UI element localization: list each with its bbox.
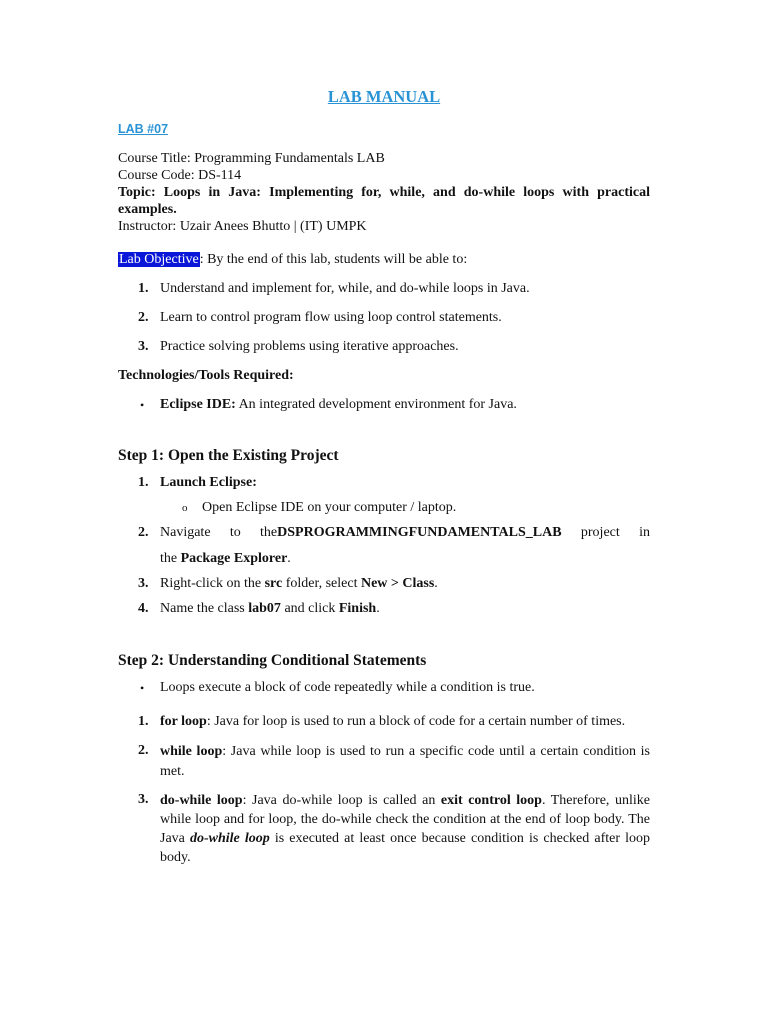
list-number: 1. (138, 714, 149, 729)
objective-item: Practice solving problems using iterative approaches. (160, 339, 459, 354)
finish-label: Finish (338, 601, 377, 616)
step1-item1: Launch Eclipse: (160, 475, 257, 490)
objective-item: Learn to control program flow using loop control statements. (160, 310, 502, 325)
list-number: 3. (138, 339, 149, 354)
tools-heading: Technologies/Tools Required: (118, 368, 294, 383)
step1-heading: Step 1: Open the Existing Project (118, 447, 339, 464)
objective-sep: : (199, 252, 204, 267)
package-explorer: Package Explorer (180, 551, 288, 566)
for-loop-item: for loop: Java for loop is used to run a block of code for a certain number of times. (160, 714, 626, 729)
tools-item (160, 396, 650, 413)
circle-marker: o (182, 502, 188, 514)
do-while-loop-item: do-while loop: Java do-while loop is called an exit control loop. Therefore, unlike while loop and for loop, the do-while check the condition at the end of loop body. The Java do-while loop is executed at least once because condition is checked after loop body. (160, 793, 650, 865)
do-while-loop-label: do-while loop (160, 793, 243, 808)
bullet-marker: • (140, 681, 145, 695)
nav-word: to (229, 525, 241, 540)
list-number: 2. (138, 310, 149, 325)
course-title: Course Title: Programming Fundamentals LAB (118, 151, 385, 166)
do-while-emphasis: do-while loop (189, 831, 270, 846)
src-folder: src (264, 576, 283, 591)
nav-word: Navigate (160, 525, 211, 540)
step1-item2-line2: the Package Explorer. (160, 551, 291, 566)
exit-control-loop: exit control loop (440, 793, 542, 808)
step2-bullet: Loops execute a block of code repeatedly while a condition is true. (160, 680, 535, 695)
class-name: lab07 (248, 601, 281, 616)
step1-item3: Right-click on the src folder, select New > Class. (160, 576, 438, 591)
course-topic (118, 184, 650, 218)
list-number: 2. (138, 743, 149, 758)
list-number: 1. (138, 281, 149, 296)
while-loop-item: while loop: Java while loop is used to run a specific code until a certain condition is met. (160, 744, 650, 779)
nav-word: project (580, 525, 620, 540)
while-loop-label: while loop (160, 744, 223, 759)
nav-word-project: theDSPROGRAMMINGFUNDAMENTALS_LAB (260, 525, 562, 540)
lab-objective (118, 251, 650, 268)
instructor: Instructor: Uzair Anees Bhutto | (IT) UMPK (118, 219, 367, 234)
list-number: 1. (138, 475, 149, 490)
list-number: 2. (138, 525, 149, 540)
step2-heading: Step 2: Understanding Conditional Statements (118, 652, 427, 669)
project-name: DSPROGRAMMINGFUNDAMENTALS_LAB (277, 525, 562, 540)
objective-label: Lab Objective (119, 252, 199, 267)
for-loop-label: for loop (160, 714, 207, 729)
new-class: New > Class (360, 576, 435, 591)
step1-item2-line1 (160, 524, 650, 541)
step1-item4: Name the class lab07 and click Finish. (160, 601, 380, 616)
list-number: 3. (138, 792, 149, 807)
topic-text: Loops in Java: Implementing for, while, and do-while loops with practical examples. (118, 185, 650, 217)
course-code: Course Code: DS-114 (118, 168, 242, 183)
objective-item: Understand and implement for, while, and do-while loops in Java. (160, 281, 530, 296)
page-title: LAB MANUAL (327, 87, 441, 106)
tools-item-bold: Eclipse IDE: (160, 397, 236, 412)
list-number: 4. (138, 601, 149, 616)
tools-item-text: An integrated development environment for Java. (235, 397, 517, 412)
lab-number: LAB #07 (118, 122, 169, 136)
objective-text: By the end of this lab, students will be able to: (203, 252, 468, 267)
list-number: 3. (138, 576, 149, 591)
nav-word: in (639, 525, 650, 540)
bullet-marker: • (140, 398, 145, 412)
topic-label: Topic: (118, 185, 156, 200)
step1-item1-sub: Open Eclipse IDE on your computer / laptop. (202, 500, 457, 515)
